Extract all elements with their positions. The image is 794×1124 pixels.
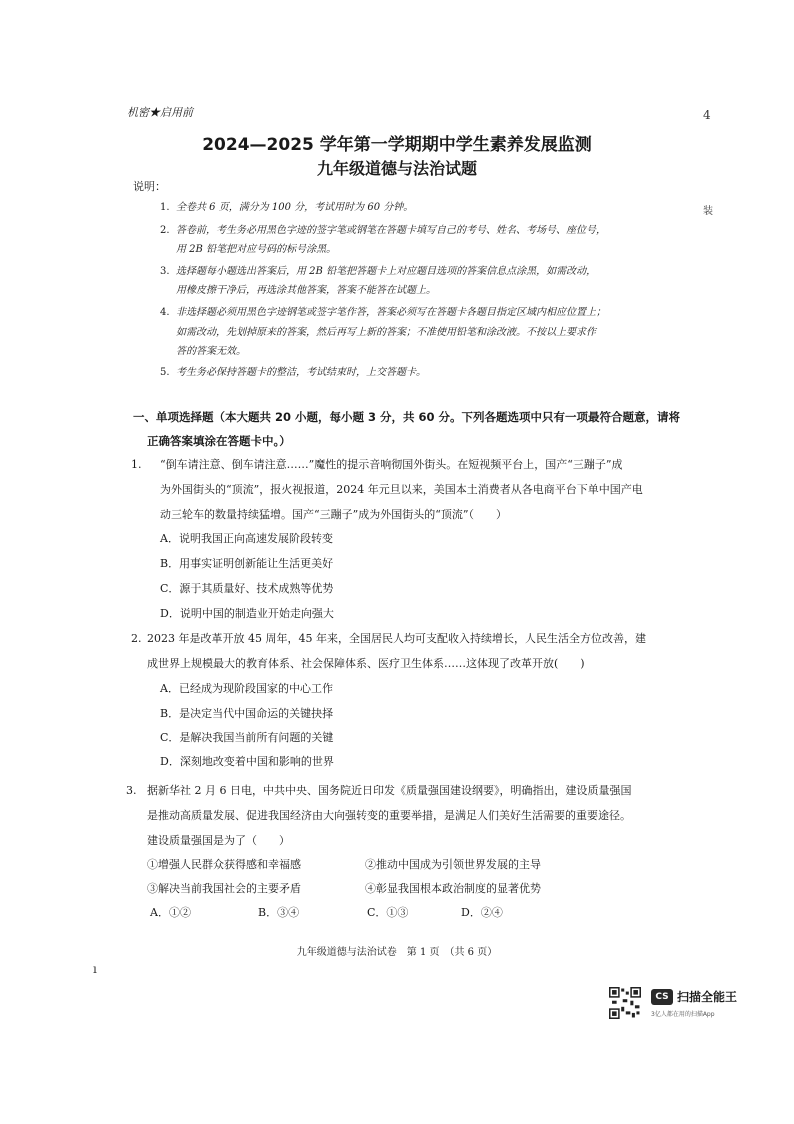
instruction-number: 1. [160, 202, 170, 213]
section-heading [133, 405, 680, 453]
question-number: 1. [131, 458, 142, 471]
answer-choice: D．②④ [461, 906, 503, 919]
instruction-text: 答卷前，考生务必用黑色字迹的签字笔或钢笔在答题卡填写自己的考号、姓名、考场号、座位号， [176, 225, 606, 236]
answer-choice: A．①② [150, 906, 191, 919]
scanner-app-name: 扫描全能王 [677, 990, 738, 1004]
question-stem-line: 成世界上规模最大的教育体系、社会保障体系、医疗卫生体系……这体现了改革开放( ) [147, 657, 585, 670]
scanner-watermark [609, 987, 738, 1025]
answer-choice: C．①③ [367, 906, 409, 919]
answer-choice: B．③④ [258, 906, 300, 919]
scanner-logo-icon: CS [651, 989, 673, 1005]
answer-option: B．用事实证明创新能让生活更美好 [160, 557, 334, 570]
answer-option: D．说明中国的制造业开始走向强大 [160, 607, 334, 620]
statement-option: ②推动中国成为引领世界发展的主导 [365, 858, 541, 871]
statement-option: ①增强人民群众获得感和幸福感 [147, 858, 301, 871]
answer-option: A．说明我国正向高速发展阶段转变 [160, 532, 333, 545]
instruction-text: 非选择题必须用黑色字迹钢笔或签字笔作答，答案必须写在答题卡各题目指定区域内相应位置上； [176, 307, 606, 318]
confidential-mark: 机密★启用前 [127, 106, 193, 119]
instruction-text: 用 2B 铅笔把对应号码的标号涂黑。 [176, 244, 337, 255]
question-number: 2. [131, 632, 142, 645]
scanner-tagline: 3亿人都在用的扫描App [651, 1011, 715, 1018]
question-stem-line: 据新华社 2 月 6 日电，中共中央、国务院近日印发《质量强国建设纲要》，明确指出，建设质量强国 [147, 784, 632, 797]
page-footer: 九年级道德与法治试卷 第 1 页 （共 6 页） [296, 947, 498, 958]
instruction-text: 全卷共 6 页，满分为 100 分，考试用时为 60 分钟。 [176, 202, 414, 213]
exam-subtitle: 九年级道德与法治试题 [316, 159, 477, 178]
question-stem-line: 2023 年是改革开放 45 周年，45 年来，全国居民人均可支配收入持续增长，人民生活全方位改善，建 [147, 632, 646, 645]
instruction-item [160, 361, 426, 384]
edge-mark: ı [93, 962, 97, 976]
instruction-text: 如需改动，先划掉原来的答案，然后再写上新的答案；不准使用铅笔和涂改液。不按以上要求作 [176, 327, 596, 338]
instruction-text: 考生务必保持答题卡的整洁，考试结束时，上交答题卡。 [176, 367, 426, 378]
edge-mark: 4 [703, 108, 711, 122]
statement-option: ③解决当前我国社会的主要矛盾 [147, 882, 301, 895]
edge-mark: 装 [703, 206, 713, 217]
answer-option: C．是解决我国当前所有问题的关键 [160, 731, 334, 744]
question-stem-line: 为外国街头的“顶流”，报火视报道，2024 年元旦以来，美国本土消费者从各电商平台下单中国产电 [160, 483, 643, 496]
qr-code-icon [609, 987, 641, 1019]
question-stem-line: 建设质量强国是为了（ ） [147, 834, 290, 847]
instructions-label: 说明： [133, 180, 166, 193]
instruction-text: 用橡皮擦干净后，再选涂其他答案，答案不能答在试题上。 [176, 285, 436, 296]
instruction-number: 3. [160, 266, 170, 277]
instruction-number: 4. [160, 307, 170, 318]
answer-option: C．源于其质量好、技术成熟等优势 [160, 582, 334, 595]
instruction-text: 答的答案无效。 [176, 346, 246, 357]
exam-title: 2024—2025 学年第一学期期中学生素养发展监测 [202, 135, 592, 155]
instruction-number: 5. [160, 367, 170, 378]
answer-option: A．已经成为现阶段国家的中心工作 [160, 682, 333, 695]
instruction-text: 选择题每小题选出答案后，用 2B 铅笔把答题卡上对应题目选项的答案信息点涂黑，如需改动， [176, 266, 597, 277]
instruction-item [160, 196, 413, 219]
section-heading-line: 正确答案填涂在答题卡中。） [147, 434, 291, 448]
question-stem-line: 动三轮车的数量持续猛增。国产“三蹦子”成为外国街头的“顶流”（ ） [160, 508, 507, 521]
answer-option: B．是决定当代中国命运的关键抉择 [160, 707, 334, 720]
question-number: 3. [126, 784, 137, 797]
question-stem-line: 是推动高质量发展、促进我国经济由大向强转变的重要举措，是满足人们美好生活需要的重要途径。 [147, 809, 631, 822]
answer-option: D．深刻地改变着中国和影响的世界 [160, 755, 334, 768]
section-heading-line: 一、单项选择题（本大题共 20 小题，每小题 3 分，共 60 分。下列各题选项中只有一项最符合题意，请将 [133, 410, 681, 424]
instruction-number: 2. [160, 225, 170, 236]
question-stem-line: “倒车请注意、倒车请注意……”魔性的提示音响彻国外街头。在短视频平台上，国产“三蹦子”成 [160, 458, 623, 471]
statement-option: ④彰显我国根本政治制度的显著优势 [365, 882, 541, 895]
